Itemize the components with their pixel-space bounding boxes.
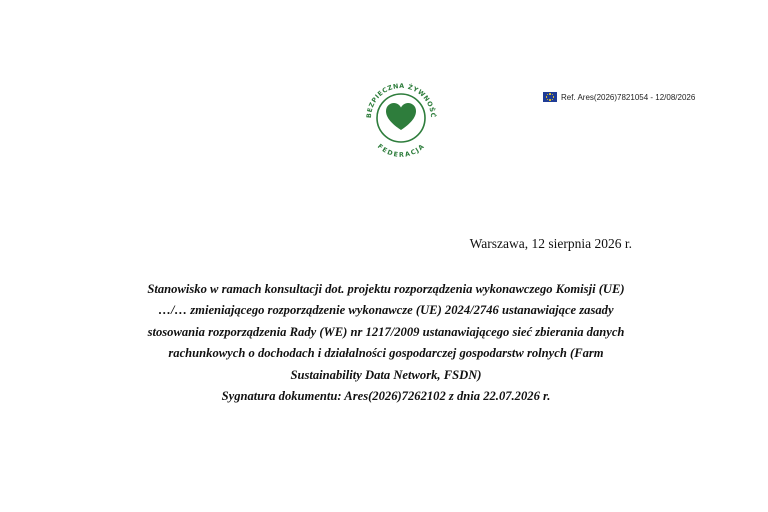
statement-line: Stanowisko w ramach konsultacji dot. projektu rozporządzenia wykonawczego Komisji (UE) bbox=[147, 282, 625, 296]
statement-signature: Sygnatura dokumentu: Ares(2026)7262102 z dnia 22.07.2026 r. bbox=[221, 389, 551, 404]
logo-top-text: BEZPIECZNA ŻYWNOŚĆ bbox=[364, 81, 438, 119]
statement-line: rachunkowych o dochodach i działalności gospodarczej gospodarstw rolnych (Farm bbox=[168, 346, 604, 361]
svg-text:FEDERACJA bbox=[376, 142, 426, 159]
heart-icon bbox=[386, 103, 416, 130]
federation-logo bbox=[359, 76, 443, 160]
date-line: Warszawa, 12 sierpnia 2026 r. bbox=[469, 236, 632, 251]
logo-bottom-text: FEDERACJA bbox=[375, 142, 426, 159]
statement-line: …/… zmieniającego rozporządzenie wykonawcze (UE) 2024/2746 ustanawiające zasady bbox=[158, 303, 614, 318]
reference-text: Ref. Ares(2026)7821054 - 12/08/2026 bbox=[561, 92, 696, 102]
statement-line: Sustainability Data Network, FSDN) bbox=[290, 367, 482, 382]
eu-flag-icon bbox=[543, 92, 557, 102]
reference-stamp bbox=[543, 92, 695, 102]
statement-title bbox=[108, 279, 664, 407]
statement-line: stosowania rozporządzenia Rady (WE) nr 1217/2009 ustanawiającego sieć zbierania danych bbox=[147, 324, 625, 339]
